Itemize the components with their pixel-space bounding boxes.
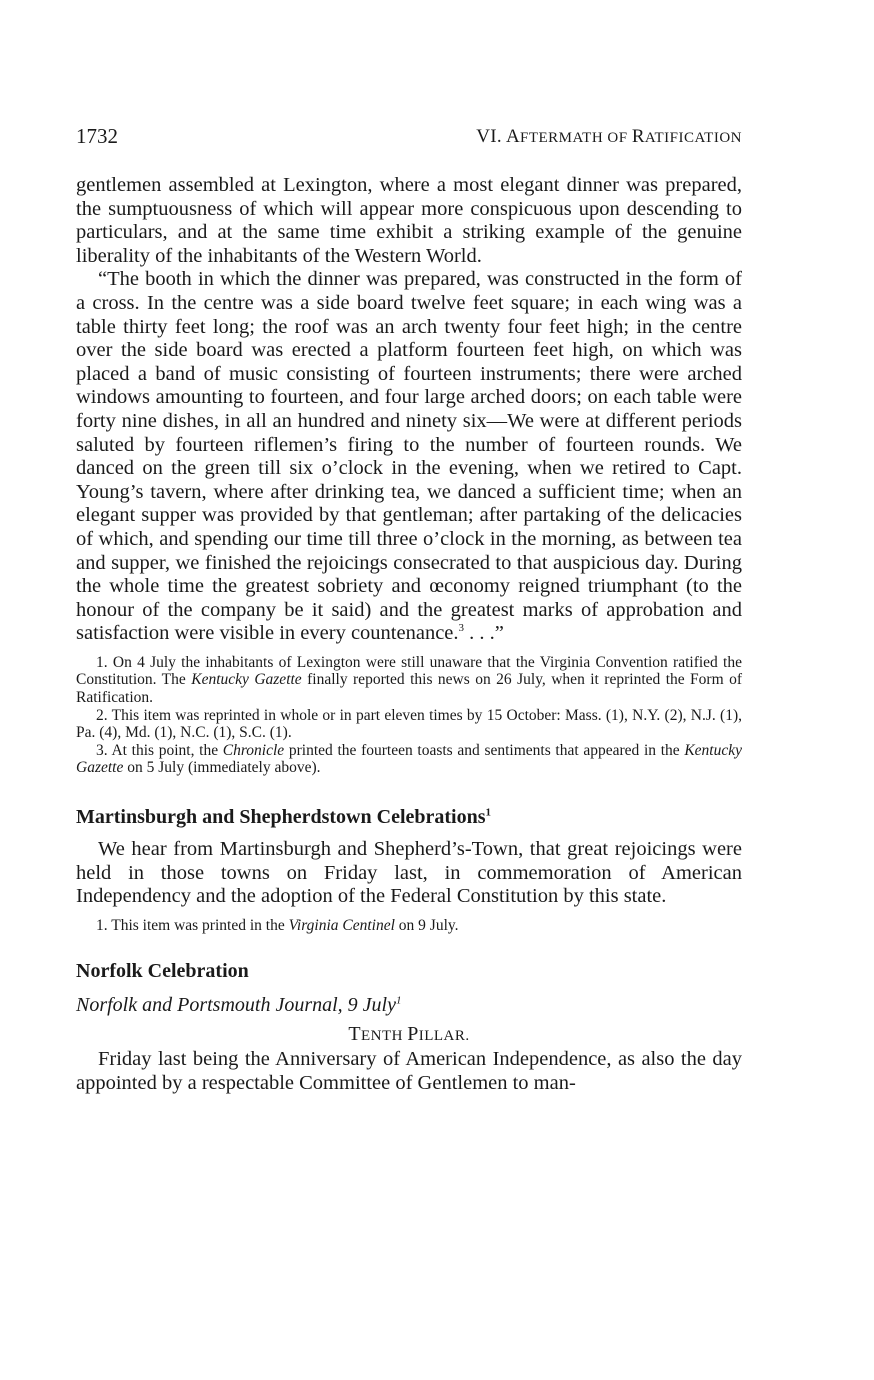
tenth-pillar-initial-p: P	[407, 1023, 419, 1046]
footnote-1-text-a: 1. On 4 July the inhabitants of Lexington were still unaware that the Virginia Convention ratified the Constitution. The	[76, 653, 742, 689]
footnote-1	[76, 654, 742, 707]
footnote-2: 2. This item was reprinted in whole or in part eleven times by 15 October: Mass. (1), N.Y. (2), N.J. (1), Pa. (4), Md. (1), N.C. (1), S.C. (1).	[76, 706, 742, 742]
martinsburgh-heading-text: Martinsburgh and Shepherdstown Celebrations	[76, 806, 486, 829]
section-title	[476, 126, 742, 148]
martinsburgh-footnote-text-a: 1. This item was printed in the	[96, 916, 289, 934]
footnote-3	[76, 742, 742, 777]
lexington-paragraph-2	[76, 268, 742, 646]
body-column	[76, 174, 742, 1096]
martinsburgh-footnote-italic: Virginia Centinel	[288, 916, 395, 934]
lexington-paragraph-2-end: . . .”	[464, 622, 504, 645]
section-title-smallcaps-1: FTERMATH OF	[519, 130, 632, 146]
footnote-3-italic-1: Chronicle	[222, 741, 285, 759]
footnote-3-text-c: on 5 July (immediately above).	[123, 759, 321, 777]
footnote-3-italic-2: Kentucky Gazette	[76, 741, 742, 777]
martinsburgh-footnote-text-b: on 9 July.	[394, 916, 459, 934]
norfolk-source-ref: 1	[395, 994, 402, 1007]
footnote-1-italic: Kentucky Gazette	[191, 671, 302, 689]
lexington-paragraph-1: gentlemen assembled at Lexington, where a most elegant dinner was prepared, the sumptuousness of which will appear more conspicuous upon descending to particulars, and at the same time exhibit a striking example of the genuine liberality of the inhabitants of the Western World.	[76, 174, 742, 267]
norfolk-paragraph: Friday last being the Anniversary of American Independence, as also the day appointed by a respectable Committee of Gentlemen to man-	[76, 1048, 742, 1094]
section-title-initial: R	[631, 126, 645, 147]
martinsburgh-paragraph: We hear from Martinsburgh and Shepherd’s-Town, that great rejoicings were held in those towns on Friday last, in commemoration of American Independency and the adoption of the Federal Constitution by this state.	[76, 838, 742, 908]
page-number: 1732	[76, 124, 118, 148]
lexington-footnotes	[76, 654, 742, 777]
norfolk-heading: Norfolk Celebration	[76, 960, 249, 983]
tenth-pillar-smallcaps-2: ILLAR.	[418, 1028, 470, 1045]
footnote-ref-3: 3	[458, 622, 465, 635]
tenth-pillar-initial-t: T	[348, 1023, 361, 1046]
footnote-3-text-b: printed the fourteen toasts and sentiments that appeared in the	[284, 741, 685, 759]
running-head	[76, 124, 742, 156]
martinsburgh-heading-ref: 1	[485, 806, 492, 819]
lexington-paragraph-2-text: “The booth in which the dinner was prepared, was constructed in the form of a cross. In the centre was a side board twelve feet square; in each wing was a table thirty feet long; the roof was an arch twenty four feet high; in the centre over the side board was erected a platform fourteen feet high, on which was placed a band of music consisting of fourteen instruments; there were arched windows amounting to fourteen, and four large arched doors; on each table were forty nine dishes, in all an hundred and ninety six—We were at different periods saluted by fourteen riflemen’s firing to the number of fourteen rounds. We danced on the green till six o’clock in the evening, when we retired to Capt. Young’s tavern, where after drinking tea, we danced a sufficient time; when an elegant supper was provided by that gentleman; after partaking of the delicacies of which, and spending our time till three o’clock in the morning, as between tea and supper, we finished the rejoicings consecrated to that auspicious day. During the whole time the greatest sobriety and œconomy reigned triumphant (to the honour of the company be it said) and the greatest marks of approbation and satisfaction were visible in every countenance.	[76, 268, 742, 645]
tenth-pillar-title	[76, 1022, 742, 1048]
tenth-pillar-smallcaps-1: ENTH	[360, 1028, 408, 1045]
footnote-1-text-b: finally reported this news on 26 July, when it reprinted the Form of Ratification.	[76, 671, 742, 707]
norfolk-source-line	[76, 992, 742, 1018]
martinsburgh-footnote-1	[76, 917, 742, 935]
section-title-prefix: VI. A	[476, 126, 520, 147]
norfolk-source-text: Norfolk and Portsmouth Journal, 9 July	[76, 994, 396, 1017]
footnote-3-text-a: 3. At this point, the	[96, 741, 223, 759]
martinsburgh-heading	[76, 804, 742, 830]
section-title-smallcaps-2: ATIFICATION	[644, 130, 742, 146]
